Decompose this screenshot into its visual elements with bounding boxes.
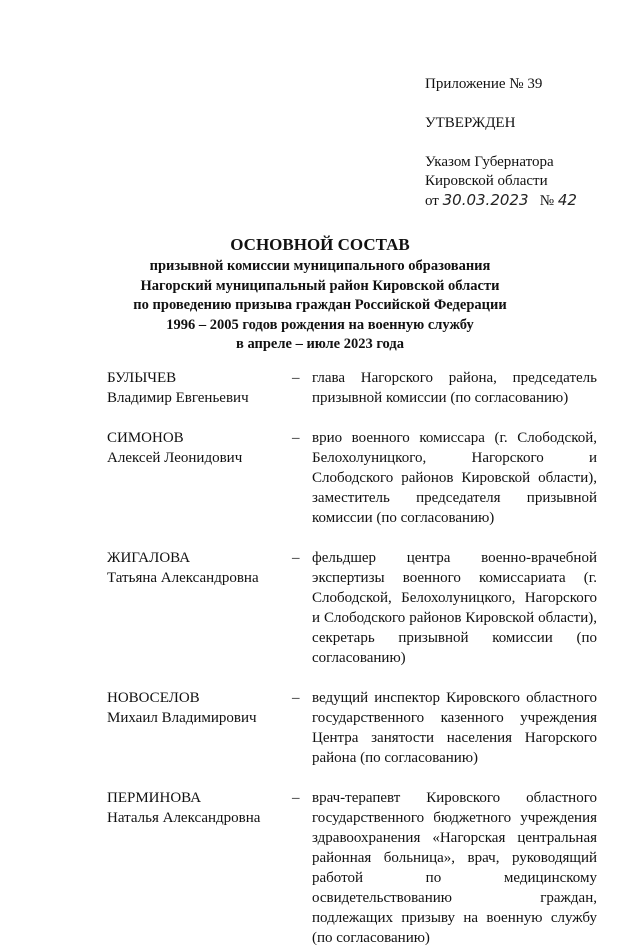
member-name — [107, 428, 292, 468]
member-name — [107, 788, 292, 828]
member-name — [107, 688, 292, 728]
member-role: фельдшер центра военно-врачебной экспертизы военного комиссариата (г. Слободской, Белохолуницкого, Нагорского и Слободского районов Кировской области), секретарь призывной комиссии (по согласованию) — [312, 550, 597, 666]
member-name — [107, 368, 292, 408]
title-line-4: 1996 – 2005 годов рождения на военную службу — [166, 316, 474, 333]
member-dash: – — [292, 790, 300, 806]
member-entry — [107, 688, 597, 768]
document-title — [60, 233, 580, 355]
member-surname: НОВОСЕЛОВ — [107, 690, 200, 706]
member-dash: – — [292, 370, 300, 386]
member-role: глава Нагорского района, председатель призывной комиссии (по согласованию) — [312, 370, 597, 406]
title-line-5: в апреле – июле 2023 года — [236, 336, 404, 352]
title-line-2: Нагорский муниципальный район Кировской области — [140, 277, 500, 294]
member-surname: СИМОНОВ — [107, 430, 184, 446]
member-surname: БУЛЫЧЕВ — [107, 370, 177, 386]
date-prefix: от — [425, 193, 439, 209]
member-entry — [107, 548, 597, 668]
decree-date: 30.03.2023 — [442, 191, 529, 209]
decree-line-2: Кировской области — [425, 173, 548, 189]
number-prefix: № — [539, 193, 555, 209]
member-entry — [107, 788, 597, 948]
member-role: врач-терапевт Кировского областного государственного бюджетного учреждения здравоохранения «Нагорская центральная районная больница», врач, руководящий работой по медицинскому освидетельствованию граждан, подлежащих призыву на военную службу (по согласованию) — [312, 790, 597, 946]
member-given-name: Татьяна Александровна — [107, 570, 259, 586]
decree-line-1: Указом Губернатора — [425, 154, 554, 170]
member-given-name: Алексей Леонидович — [107, 450, 243, 466]
member-surname: ЖИГАЛОВА — [107, 550, 191, 566]
member-given-name: Владимир Евгеньевич — [107, 390, 249, 406]
member-surname: ПЕРМИНОВА — [107, 790, 202, 806]
appendix-block — [425, 75, 625, 211]
member-given-name: Наталья Александровна — [107, 810, 261, 826]
member-dash: – — [292, 430, 300, 446]
member-name — [107, 548, 292, 588]
decree-number: 42 — [557, 191, 577, 209]
title-line-3: по проведению призыва граждан Российской Федерации — [133, 297, 507, 313]
member-dash: – — [292, 690, 300, 706]
member-entry — [107, 428, 597, 528]
member-given-name: Михаил Владимирович — [107, 710, 257, 726]
title-line-1: призывной комиссии муниципального образования — [149, 258, 491, 274]
title-main: ОСНОВНОЙ СОСТАВ — [230, 235, 410, 254]
decree-date-line — [425, 191, 625, 211]
member-dash: – — [292, 550, 300, 566]
approved-label: УТВЕРЖДЕН — [425, 115, 516, 131]
appendix-number: Приложение № 39 — [425, 76, 543, 92]
member-role: ведущий инспектор Кировского областного государственного казенного учреждения Центра занятости населения Нагорского района (по согласованию) — [312, 690, 597, 766]
member-role: врио военного комиссара (г. Слободской, Белохолуницкого, Нагорского и Слободского районов Кировской области), заместитель председателя призывной комиссии (по согласованию) — [312, 430, 597, 526]
member-entry — [107, 368, 597, 408]
members-list — [107, 368, 597, 948]
